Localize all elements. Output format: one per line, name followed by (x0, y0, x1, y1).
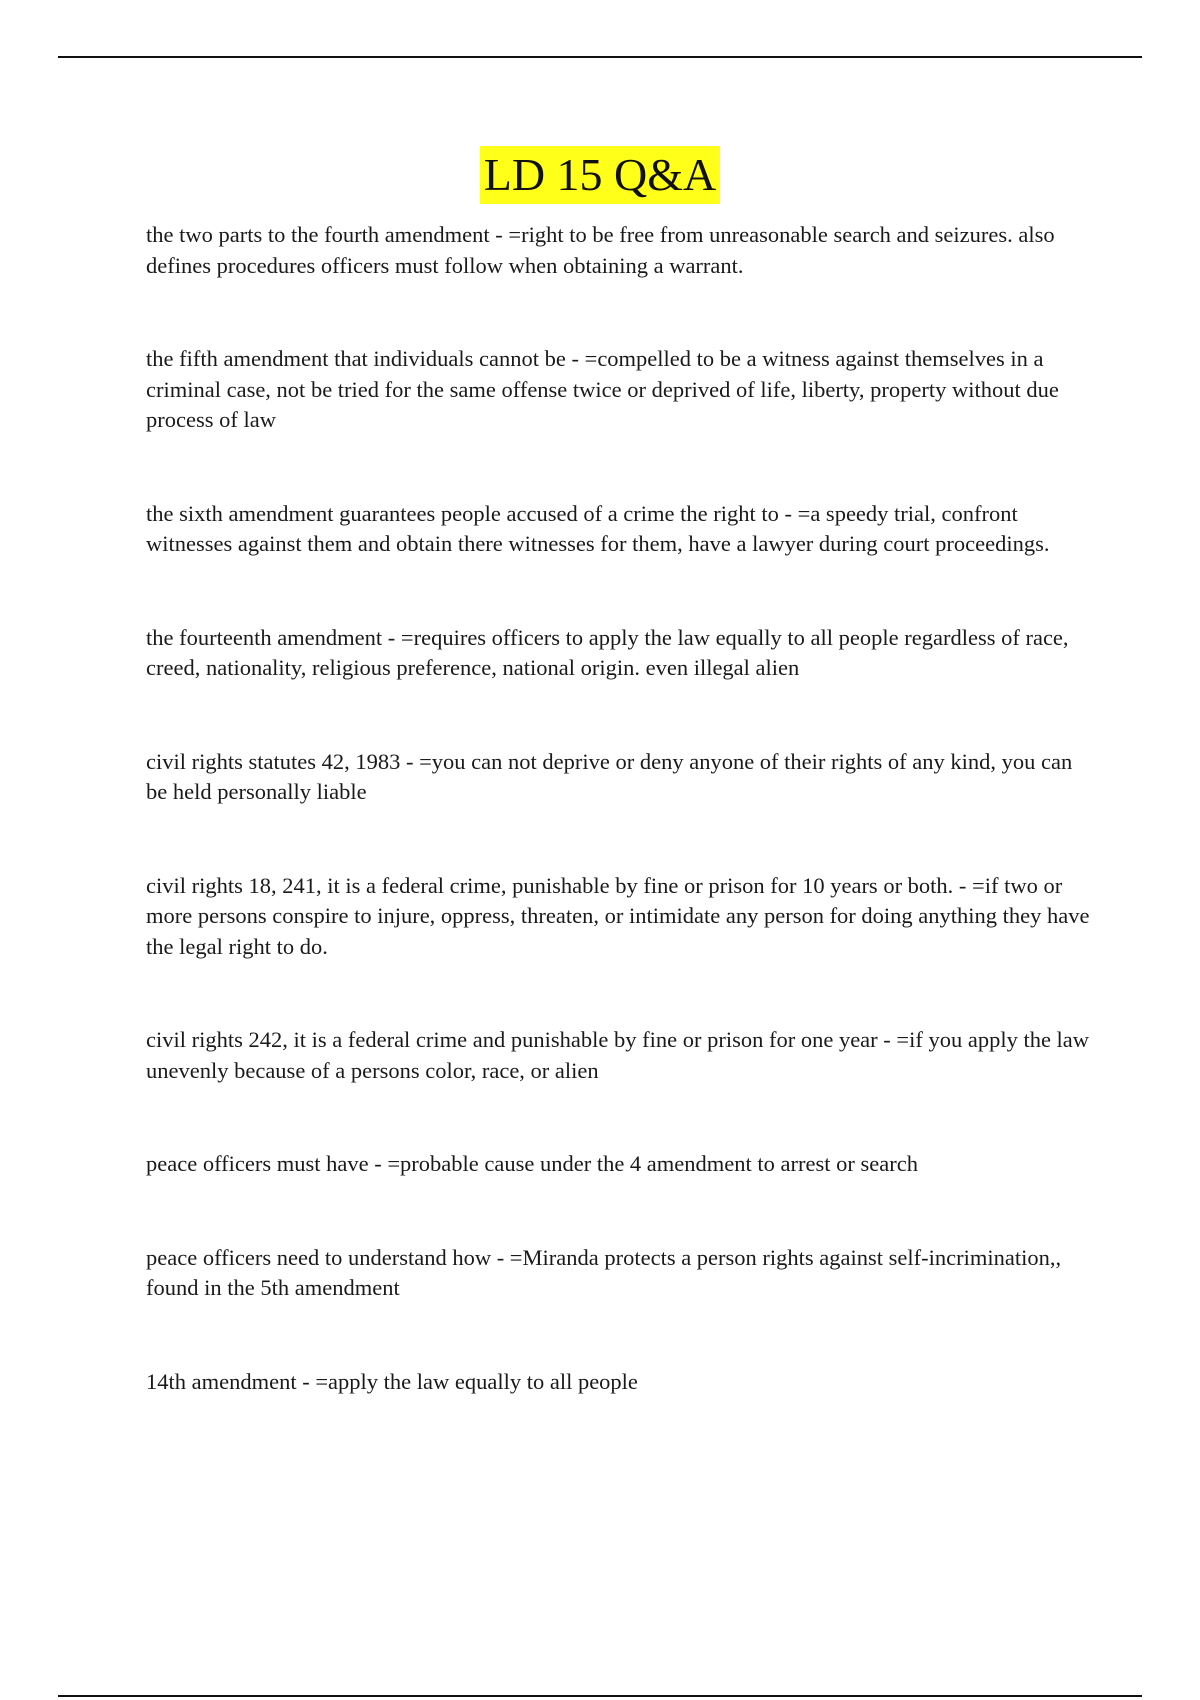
document-title: LD 15 Q&A (480, 146, 721, 204)
qa-item-fourteenth-amendment: the fourteenth amendment - =requires officers to apply the law equally to all people regardless of race, creed, nationality, religious preference, national origin. even illegal alien (146, 624, 1069, 680)
qa-item-fourth-amendment: the two parts to the fourth amendment - =right to be free from unreasonable search and seizures. also defines procedures officers must follow when obtaining a warrant. (146, 222, 1055, 278)
qa-item-civil-rights-241: civil rights 18, 241, it is a federal crime, punishable by fine or prison for 10 years or both. - =if two or more persons conspire to injure, oppress, threaten, or intimidate any person for doing anything they have the legal right to do. (146, 872, 1090, 959)
qa-item-sixth-amendment: the sixth amendment guarantees people accused of a crime the right to - =a speedy trial, confront witnesses against them and obtain there witnesses for them, have a lawyer during court proceedings. (146, 500, 1050, 556)
qa-item-civil-rights-242: civil rights 242, it is a federal crime and punishable by fine or prison for one year - =if you apply the law unevenly because of a persons color, race, or alien (146, 1027, 1090, 1083)
qa-item-probable-cause: peace officers must have - =probable cause under the 4 amendment to arrest or search (146, 1151, 918, 1176)
qa-item-miranda: peace officers need to understand how - =Miranda protects a person rights against self-incrimination,, found in the 5th amendment (146, 1244, 1062, 1300)
qa-item-civil-rights-1983: civil rights statutes 42, 1983 - =you can not deprive or deny anyone of their rights of any kind, you can be held personally liable (146, 748, 1073, 804)
footer-rule (58, 1695, 1142, 1697)
qa-list (146, 220, 1096, 1397)
header-rule (58, 56, 1142, 58)
title-block (0, 146, 1200, 204)
qa-item-fifth-amendment: the fifth amendment that individuals cannot be - =compelled to be a witness against themselves in a criminal case, not be tried for the same offense twice or deprived of life, liberty, property without due process of law (146, 346, 1059, 432)
qa-item-14th-amendment: 14th amendment - =apply the law equally to all people (146, 1368, 638, 1394)
